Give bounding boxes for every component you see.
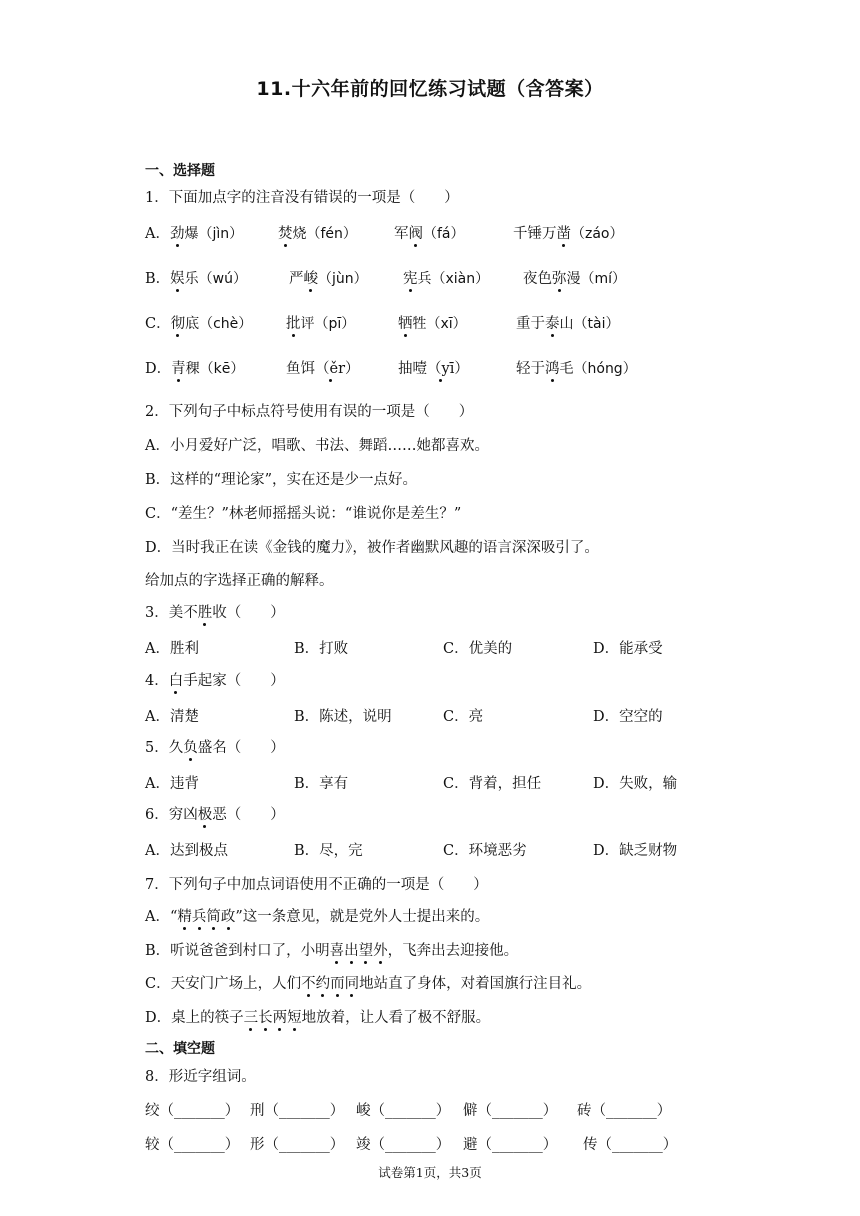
word-blank: 峻（_______）: [356, 1103, 451, 1119]
question-2-option-b: B．这样的“理论家”，实在还是少一点好。: [145, 472, 417, 488]
explanation-intro: 给加点的字选择正确的解释。: [145, 573, 334, 589]
word-blank: 传（_______）: [583, 1137, 678, 1153]
question-7-option-c: C．天安门广场上，人们不约而同地站直了身体，对着国旗行注目礼。: [145, 976, 592, 992]
question-2-stem: 2．下列句子中标点符号使用有误的一项是（ ）: [145, 404, 474, 420]
word-blank: 形（_______）: [250, 1137, 345, 1153]
section-heading-fill: 二、填空题: [145, 1041, 215, 1057]
word-blank: 绞（_______）: [145, 1103, 240, 1119]
question-6-stem: 6．穷凶极恶（ ）: [145, 807, 285, 823]
word-blank: 僻（_______）: [463, 1103, 558, 1119]
question-2-option-d: D．当时我正在读《金钱的魔力》，被作者幽默风趣的语言深深吸引了。: [145, 540, 599, 556]
word-blank: 避（_______）: [463, 1137, 558, 1153]
question-1-stem: 1．下面加点字的注音没有错误的一项是（ ）: [145, 190, 459, 206]
word-blank: 砖（_______）: [577, 1103, 672, 1119]
question-4-stem: 4．白手起家（ ）: [145, 673, 285, 689]
word-blank: 竣（_______）: [356, 1137, 451, 1153]
page-title: 11.十六年前的回忆练习试题（含答案）: [256, 78, 604, 100]
question-5-stem: 5．久负盛名（ ）: [145, 740, 285, 756]
question-3-stem: 3．美不胜收（ ）: [145, 605, 285, 621]
question-7-option-a: A．“精兵简政”这一条意见，就是党外人士提出来的。: [145, 909, 490, 925]
question-2-option-a: A．小月爱好广泛，唱歌、书法、舞蹈……她都喜欢。: [145, 438, 489, 454]
question-7-option-b: B．听说爸爸到村口了，小明喜出望外，飞奔出去迎接他。: [145, 943, 519, 959]
question-7-stem: 7．下列句子中加点词语使用不正确的一项是（ ）: [145, 877, 488, 893]
word-blank: 刑（_______）: [250, 1103, 345, 1119]
question-7-option-d: D．桌上的筷子三长两短地放着，让人看了极不舒服。: [145, 1010, 491, 1026]
question-8-stem: 8．形近字组词。: [145, 1069, 256, 1085]
question-2-option-c: C．“差生？”林老师摇摇头说：“谁说你是差生？”: [145, 506, 462, 522]
page-footer: 试卷第1页，共3页: [378, 1165, 482, 1180]
word-blank: 较（_______）: [145, 1137, 240, 1153]
section-heading-choice: 一、选择题: [145, 163, 215, 179]
